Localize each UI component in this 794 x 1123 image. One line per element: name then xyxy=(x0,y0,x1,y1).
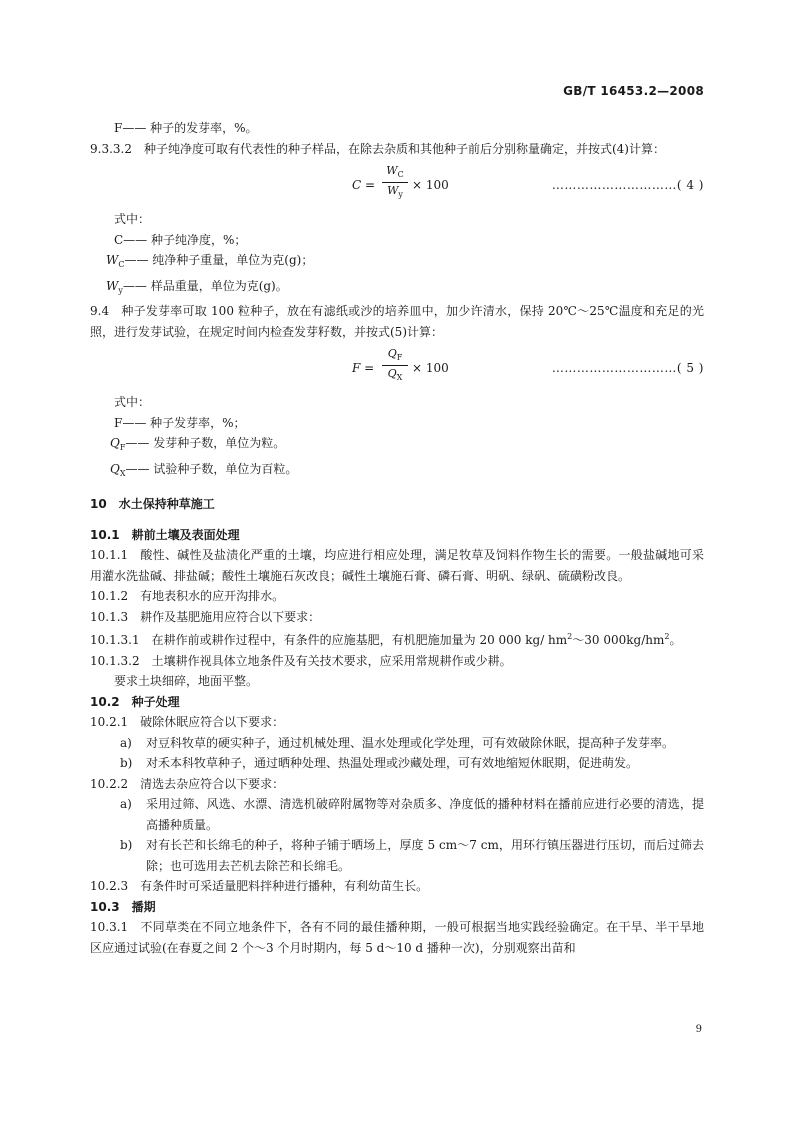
standard-number: GB/T 16453.2—2008 xyxy=(563,84,704,98)
eq-rhs: × 100 xyxy=(412,361,449,375)
section-heading-10-3: 10.3 播期 xyxy=(90,899,156,914)
where-label: 式中： xyxy=(114,395,151,409)
section-heading-10: 10 水土保持种草施工 xyxy=(90,497,215,511)
clause-10-1-3-1: 10.1.3.1 在耕作前或耕作过程中，有条件的应施基肥，有机肥施加量为 20 000 kg/ $hm^2\sim 30$ $000kg/hm^2$。 xyxy=(90,632,682,647)
clause-number: 9.3.3.2 xyxy=(90,141,132,156)
clause-10-1-3-2: 10.1.3.2 土壤耕作视具体立地条件及有关技术要求，应采用常规耕作或少耕。 xyxy=(90,653,512,668)
clause-9-4 xyxy=(90,301,704,342)
eq-rhs: × 100 xyxy=(412,178,449,192)
list-marker: a) xyxy=(120,797,132,811)
document-body xyxy=(90,118,704,958)
var-def-qf: $Q_F——$ 发芽种子数，单位为粒。 xyxy=(110,436,286,452)
list-item: b) 对有长芒和长绵毛的种子，将种子铺于晒场上，厚度 5 cm～7 cm，用环行镇压器进行压切，而后过筛去除；也可选用去芒机去除芒和长绵毛。 xyxy=(90,835,704,876)
equation-5 xyxy=(90,346,704,388)
clause-text: 种子纯净度可取有代表性的种子样品，在除去杂质和其他种子前后分别称量确定，并按式(4)计算： xyxy=(143,141,665,156)
page-number: 9 xyxy=(695,1024,702,1035)
section-heading-10-1: 10.1 耕前土壤及表面处理 xyxy=(90,527,240,542)
eq-fraction xyxy=(382,163,408,202)
clause-10-1-3-2-cont: 要求土块细碎，地面平整。 xyxy=(114,674,259,688)
equation-4 xyxy=(90,163,704,205)
clause-10-2-3: 10.2.3 有条件时可采适量肥料拌种进行播种，有利幼苗生长。 xyxy=(90,879,429,893)
clause-9-3-3-2 xyxy=(90,139,704,160)
eq-numerator: $Q_F$ xyxy=(382,346,408,366)
where-label: 式中： xyxy=(114,212,151,226)
list-marker: a) xyxy=(120,735,132,750)
clause-10-2-1: 10.2.1 破除休眠应符合以下要求： xyxy=(90,715,285,729)
eq-reference: …………………………( 4 ) xyxy=(551,178,704,192)
var-def-wy: $W_y——$ 样品重量，单位为克(g)。 xyxy=(106,278,288,295)
clause-10-1-1: 10.1.1 酸性、碱性及盐渍化严重的土壤，均应进行相应处理，满足牧草及饲料作物生长的需要。一般盐碱地可采用灌水洗盐碱、排盐碱；酸性土壤施石灰改良；碱性土壤施石膏、磷石膏、明矾、绿矾、硫磺粉改良。 xyxy=(90,548,704,583)
var-def-c: C—— 种子纯净度，%； xyxy=(114,232,247,247)
var-def-wc: $W_C——$ 纯净种子重量，单位为克(g)； xyxy=(106,253,314,269)
list-item: a) 采用过筛、风选、水漂、清选机破碎附属物等对杂质多、净度低的播种材料在播前应进行必要的清选，提高播种质量。 xyxy=(90,794,704,835)
eq-reference: …………………………( 5 ) xyxy=(551,361,704,375)
var-def-f: F—— 种子的发芽率，%。 xyxy=(114,121,258,135)
eq-denominator: $Q_X$ xyxy=(387,367,403,382)
eq-denominator: $W_y$ xyxy=(387,184,403,199)
clause-10-1-2: 10.1.2 有地表积水的应开沟排水。 xyxy=(90,589,285,603)
var-def-f2: F—— 种子发芽率，%； xyxy=(114,415,246,430)
eq-fraction xyxy=(382,346,408,385)
clause-10-1-3: 10.1.3 耕作及基肥施用应符合以下要求： xyxy=(90,609,321,624)
list-marker: b) xyxy=(120,838,133,852)
list-item: a) 对豆科牧草的硬实种子，通过机械处理、温水处理或化学处理，可有效破除休眠，提高种子发芽率。 xyxy=(90,733,704,754)
eq-numerator: $W_C$ xyxy=(382,163,408,183)
clause-number: 9.4 xyxy=(90,304,110,318)
list-item: b) 对禾本科牧草种子，通过晒种处理、热温处理或沙藏处理，可有效地缩短休眠期，促进萌发。 xyxy=(90,753,704,774)
section-heading-10-2: 10.2 种子处理 xyxy=(90,694,180,709)
clause-text: 种子发芽率可取 100 粒种子，放在有滤纸或沙的培养皿中，加少许清水，保持 20℃～25℃温度和充足的光照，进行发芽试验，在规定时间内检查发芽籽数，并按式(5)计算： xyxy=(90,304,704,339)
eq-lhs: F = xyxy=(352,361,375,375)
var-def-qx: $Q_X——$ 试验种子数，单位为百粒。 xyxy=(110,461,298,478)
eq-lhs: C = xyxy=(352,178,376,192)
clause-10-2-2: 10.2.2 清选去杂应符合以下要求： xyxy=(90,776,285,791)
clause-10-3-1: 10.3.1 不同草类在不同立地条件下，各有不同的最佳播种期，一般可根据当地实践经验确定。在干旱、半干旱地区应通过试验(在春夏之间 2 个～3 个月时期内，每 5 d～10 d 播种一次)，分别观察出苗和 xyxy=(90,920,704,955)
list-marker: b) xyxy=(120,756,133,770)
